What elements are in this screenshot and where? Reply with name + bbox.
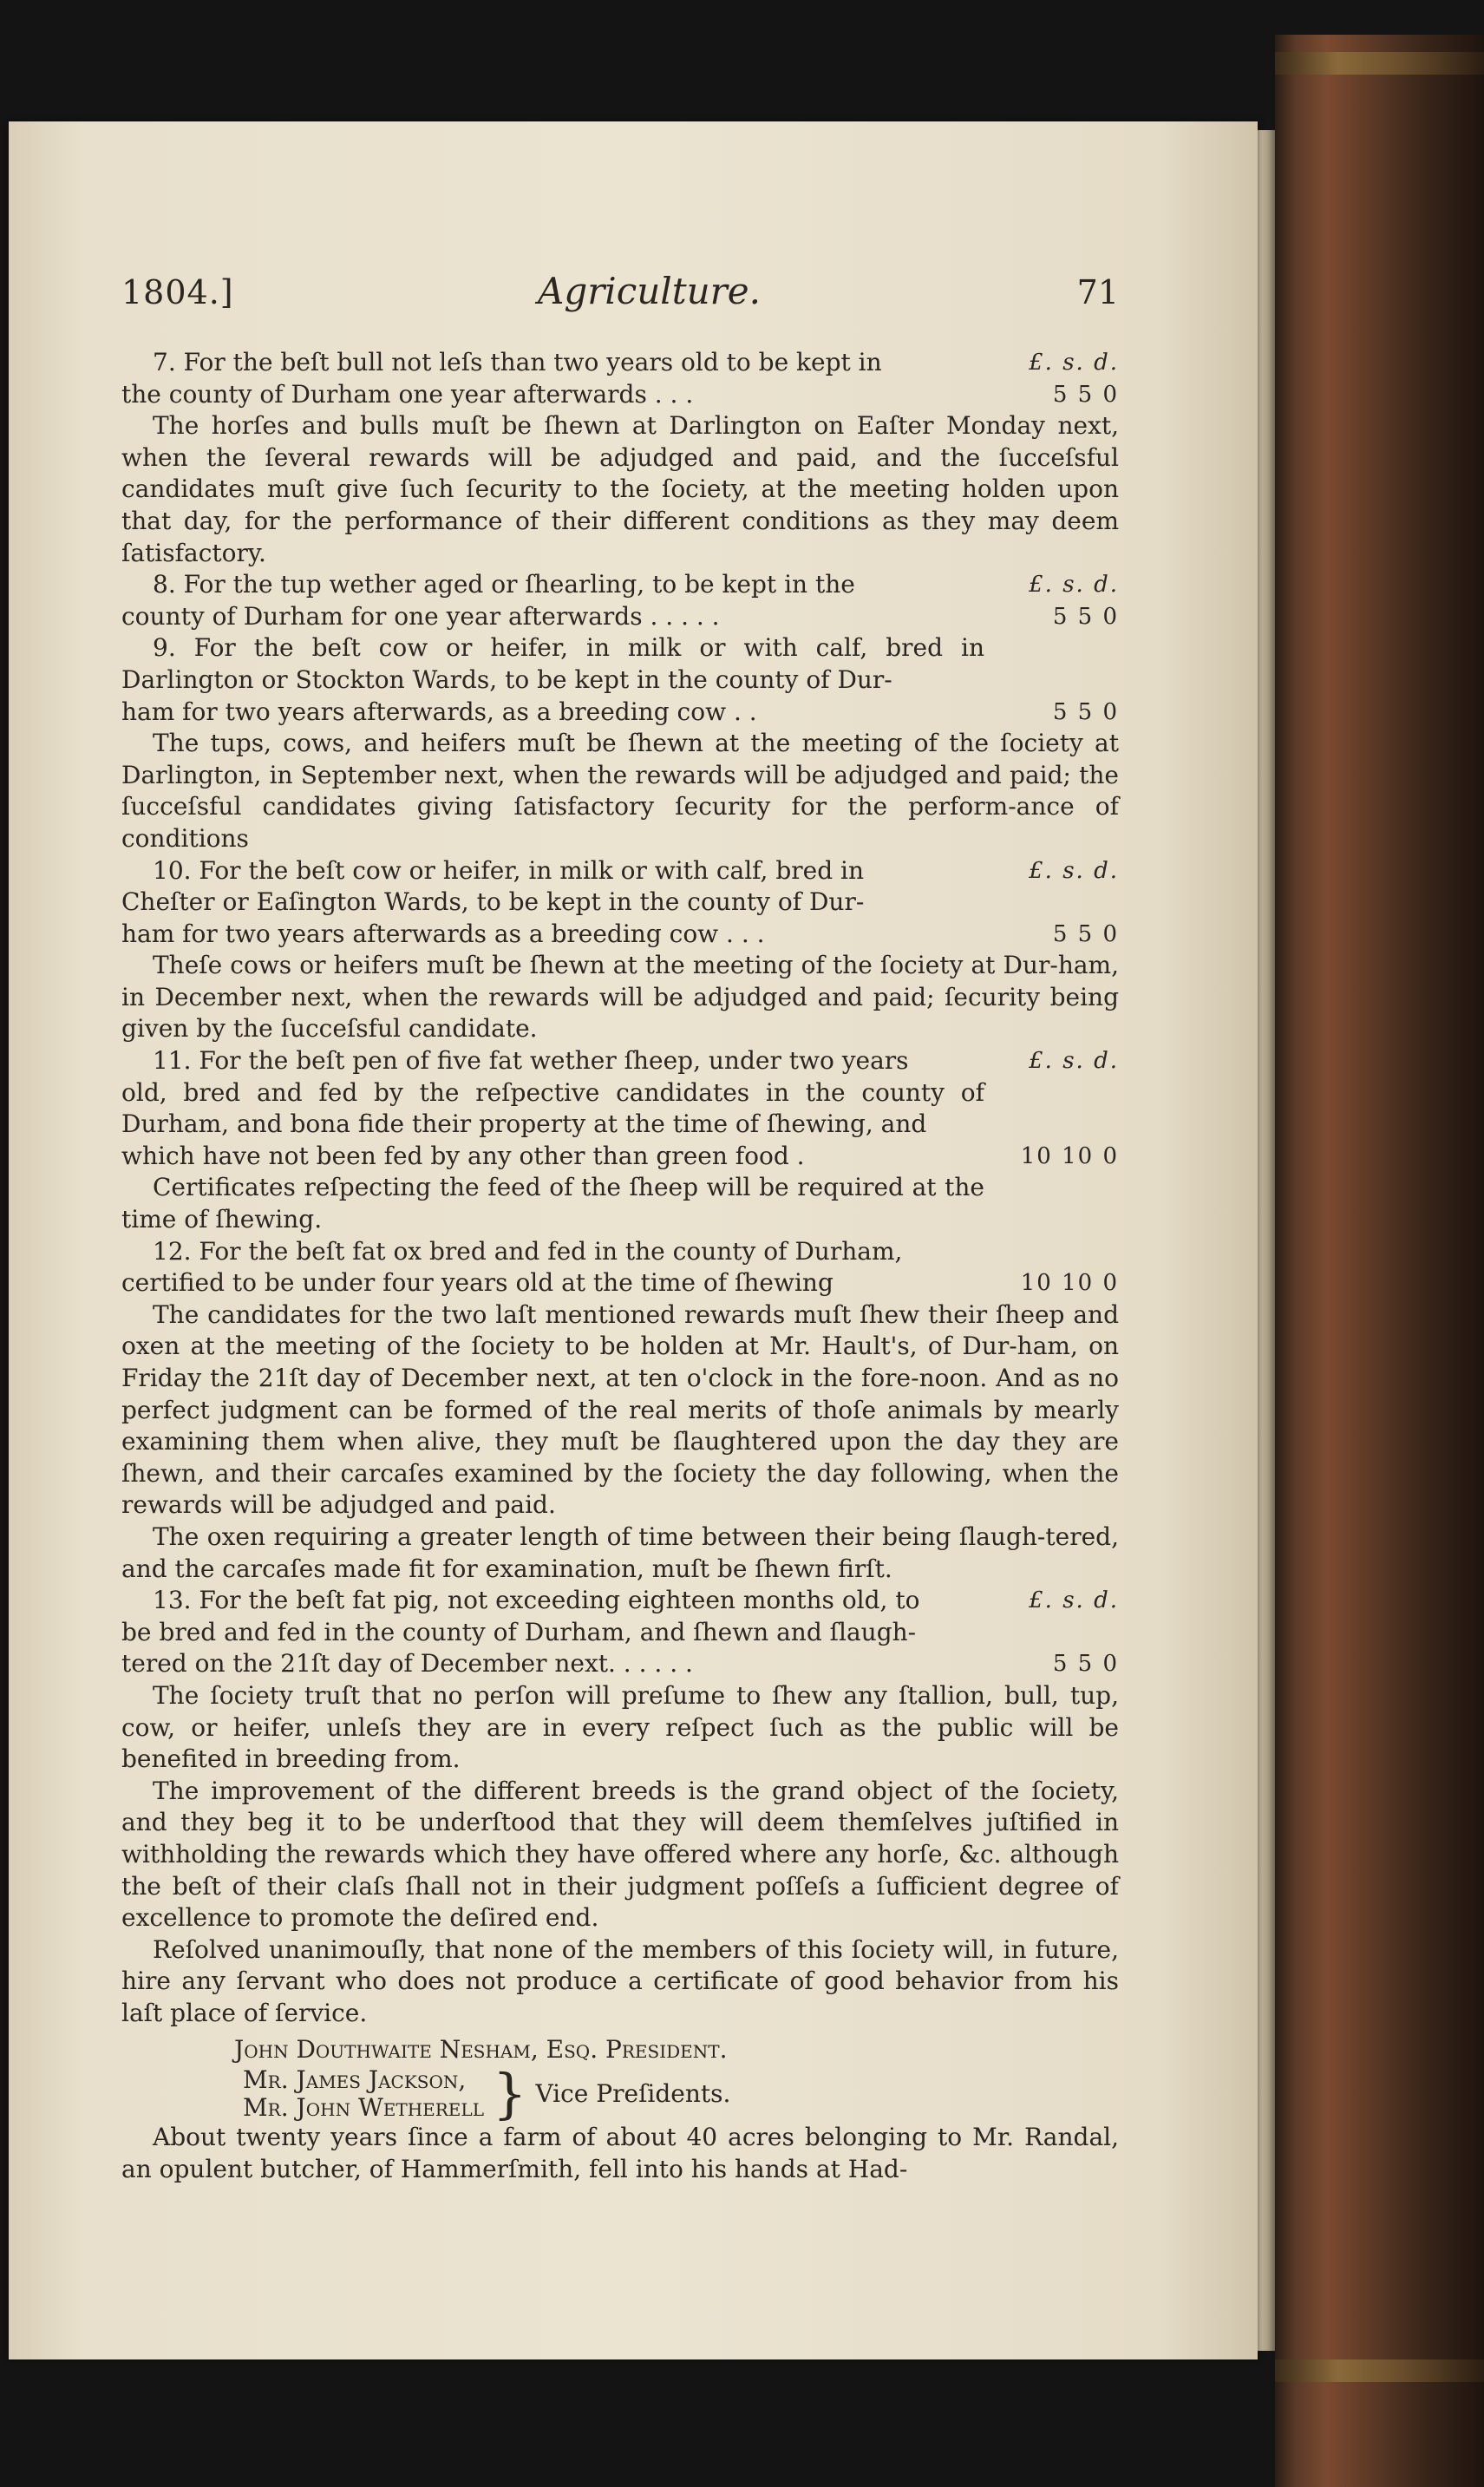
closing-paragraph: About twenty years ſince a farm of about 40 acres belonging to Mr. Randal, an opulent butcher, of Hammerſmith, fell into his hands at Had-	[121, 2123, 1119, 2183]
paragraph: The horſes and bulls muſt be ſhewn at Darlington on Eaſter Monday next, when the ſeveral rewards will be adjudged and paid, and the ſucceſsful candidates muſt give ſuch ſecurity to the ſociety, at the meeting holden upon that day, for the performance of their different conditions as they may deem ſatisfactory.	[121, 411, 1119, 567]
paragraph: Reſolved unanimouſly, that none of the members of this ſociety will, in future, hire any ſervant who does not produce a certificate of good behavior from his laſt place of ſervice.	[121, 1934, 1119, 2027]
currency-header: £. s. d.	[1029, 857, 1119, 884]
prize-amount: 5 5 0	[1052, 920, 1119, 947]
vice-president-name: Mr. James Jackson,	[243, 2065, 467, 2095]
entry-line: Cheſter or Eaſington Wards, to be kept in the county of Dur-	[121, 887, 865, 917]
entry-line: ham for two years afterwards, as a breeding cow . . 5 5 0	[121, 697, 1119, 729]
currency-header: £. s. d.	[1029, 572, 1119, 599]
paragraph: 9. For the beſt cow or heifer, in milk or with calf, bred in Darlington or Stockton Wards, to be kept in the county of Dur-	[121, 633, 984, 694]
vice-president-name: Mr. John Wetherell	[243, 2093, 484, 2123]
running-header	[121, 265, 1119, 317]
entry-line: tered on the 21ſt day of December next. . . . . . 5 5 0	[121, 1648, 1119, 1680]
entry-line: 12. For the beſt fat ox bred and fed in the county of Durham,	[153, 1236, 903, 1266]
president-signature: John Douthwaite Nesham, Eſq. Preſident.	[234, 2035, 728, 2065]
entry-line: which have not been fed by any other than green food . 10 10 0	[121, 1141, 1119, 1173]
brace: }	[492, 2062, 527, 2126]
vice-presidents	[243, 2062, 1119, 2126]
paragraph: The oxen requiring a greater length of time between their being ſlaugh-tered, and the carcaſes made fit for examination, muſt be ſhewn firſt.	[121, 1522, 1119, 1583]
header-year: 1804.]	[121, 273, 234, 311]
spine-band	[1275, 52, 1484, 75]
header-title: Agriculture.	[538, 270, 761, 312]
prize-amount: 5 5 0	[1052, 603, 1119, 630]
paragraph: The improvement of the different breeds is the grand object of the ſociety, and they beg it to be underſtood that they will deem themſelves juſtified in withholding the rewards which they have offered where any horſe, &c. although the beſt of their claſs ſhall not in their judgment poſſeſs a ſufficient degree of excellence to promote the deſired end.	[121, 1776, 1119, 1933]
prize-amount: 5 5 0	[1052, 698, 1119, 725]
paragraph: Certificates reſpecting the feed of the ſheep will be required at the time of ſhewing.	[121, 1173, 984, 1234]
paragraph: old, bred and fed by the reſpective candidates in the county of Durham, and bona fide their property at the time of ſhewing, and	[121, 1077, 984, 1139]
paragraph: The tups, cows, and heifers muſt be ſhewn at the meeting of the ſociety at Darlington, in September next, when the rewards will be adjudged and paid; the ſucceſsful candidates giving ſatisfactory ſecurity for the perform-ance of conditions	[121, 729, 1119, 853]
prize-amount: 5 5 0	[1052, 1651, 1119, 1678]
currency-header: £. s. d.	[1029, 1587, 1119, 1614]
entry-line: 10. For the beſt cow or heifer, in milk or with calf, bred in £. s. d.	[121, 855, 1119, 887]
page-number: 71	[1076, 273, 1119, 311]
spine-band	[1275, 2359, 1484, 2382]
entry-line: 11. For the beſt pen of five fat wether ſheep, under two years £. s. d.	[121, 1045, 1119, 1077]
entry-line: the county of Durham one year afterwards . . . 5 5 0	[121, 379, 1119, 411]
entry-line: be bred and fed in the county of Durham, and ſhewn and ſlaugh-	[121, 1617, 917, 1646]
entry-line: county of Durham for one year afterwards . . . . . 5 5 0	[121, 601, 1119, 633]
entry-line: certified to be under four years old at the time of ſhewing 10 10 0	[121, 1267, 1119, 1299]
entry-line: ham for two years afterwards as a breeding cow . . . 5 5 0	[121, 919, 1119, 951]
paragraph: Theſe cows or heifers muſt be ſhewn at the meeting of the ſociety at Dur-ham, in December next, when the rewards will be adjudged and paid; ſecurity being given by the ſucceſsful candidate.	[121, 951, 1119, 1044]
entry-line: 13. For the beſt fat pig, not exceeding eighteen months old, to £. s. d.	[121, 1585, 1119, 1617]
entry-line: 8. For the tup wether aged or ſhearling, to be kept in the £. s. d.	[121, 569, 1119, 601]
book-spine	[1275, 35, 1484, 2487]
prize-amount: 10 10 0	[1020, 1142, 1119, 1169]
page-body	[121, 347, 1119, 2185]
currency-header: £. s. d.	[1029, 350, 1119, 376]
paragraph: The ſociety truſt that no perſon will preſume to ſhew any ſtallion, bull, tup, cow, or heifer, unleſs they are in every reſpect ſuch as the public will be benefited in breeding from.	[121, 1680, 1119, 1774]
prize-amount: 10 10 0	[1020, 1270, 1119, 1297]
page-edge	[1258, 130, 1275, 2351]
prize-amount: 5 5 0	[1052, 381, 1119, 408]
currency-header: £. s. d.	[1029, 1048, 1119, 1075]
paragraph: The candidates for the two laſt mentioned rewards muſt ſhew their ſheep and oxen at the meeting of the ſociety to be holden at Mr. Hault's, of Dur-ham, on Friday the 21ſt day of December next, at ten o'clock in the fore-noon. And as no perfect judgment can be formed of the real merits of thoſe animals by mearly examining them when alive, they muſt be ſlaughtered upon the day they are ſhewn, and their carcaſes examined by the ſociety the day following, when the rewards will be adjudged and paid.	[121, 1299, 1119, 1520]
entry-line: 7. For the beſt bull not leſs than two years old to be kept in £. s. d.	[121, 347, 1119, 379]
vice-presidents-label: Vice Preſidents.	[535, 2078, 731, 2108]
